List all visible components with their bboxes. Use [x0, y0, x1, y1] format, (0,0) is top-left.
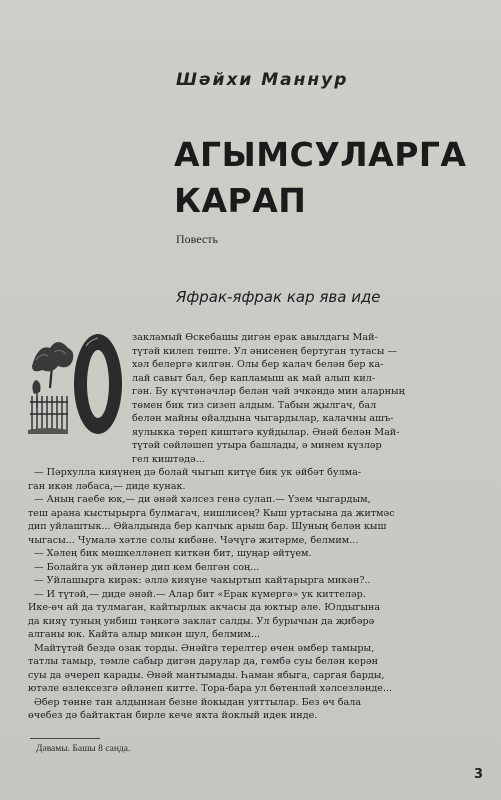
epigraph: Яфрак-яфрак кар ява иде [176, 288, 381, 306]
text-line: ютәле өзлексезгә әйләнеп китте. Тора-бара ул бөтенләй хәлсезләнде... [28, 683, 393, 694]
text-line: — Болайга ук әйләнер дип кем белгән соң... [34, 561, 260, 573]
text-line: түтәй сөйләшеп утыра башлады, ә минем күзләр [132, 440, 382, 451]
text-line: яулыкка төреп киштәгә куйдылар. Әнәй белән Май- [132, 426, 400, 438]
text-line: татлы тамыр, тәмле сабыр дигән дарулар да, гөмбә суы белән керән [28, 656, 379, 667]
text-line: өчебез дә байтактан бирле кече якта йоклый идек инде. [28, 710, 318, 721]
title-line-2: КАРАП [174, 181, 307, 220]
text-line: белән майны өйалдына чыгардылар, калачны ашъ- [132, 413, 394, 424]
text-line: да кияү туның унбиш тәңкәгә заклат салды. Ул бурычын да җибәрә [28, 615, 375, 627]
text-line: — И түтәй,— диде әнәй.— Алар бит «Ерак күмергә» ук киттеләр. [34, 588, 366, 600]
text-line: — Пәрхулла кияүнең дә болай чыгып китүе бик ук әйбәт булма- [34, 467, 362, 478]
text-line: Ике-өч ай да тулмаган, кайтырлык акчасы да юктыр әле. Юлдыгына [28, 602, 381, 613]
text-line: — Хәлең бик мөшкелләнеп киткән бит, шуңар әйтүем. [34, 548, 312, 559]
text-line: — Аның гаебе юк,— ди әнәй хәлсез генә сулап.— Үзем чыгардым, [34, 494, 371, 505]
drop-cap-illustration [28, 326, 128, 438]
genre-label: Повесть [176, 232, 218, 246]
text-line: гел киштәдә... [132, 453, 205, 465]
footnote: Дәвамы. Башы 8 санда. [36, 744, 131, 754]
text-line: түтәй килеп төште. Ул әнисенең бертуган тутасы — [132, 345, 398, 357]
text-line: Әбер төнне тан алдыннан безне йокыдан уяттылар. Без өч бала [34, 696, 362, 708]
text-line: ган икән ләбаса,— диде кунак. [28, 480, 186, 492]
text-line: лай савыт бал, бер капламыш ак май алып кил- [132, 372, 376, 384]
text-line: закламый Өскебашы дигән ерак авылдагы Май- [132, 332, 378, 343]
text-line: дип уйлаштык... Өйалдында бер капчык арыш бар. Шуның белән кыш [28, 521, 387, 532]
fence-icon [30, 396, 68, 430]
title-line-1: АГЫМСУЛАРГА [174, 135, 467, 174]
text-line: теш арана кыстырырга булмагач, нишлисең? Кыш уртасына да житмәс [28, 507, 395, 519]
text-line: Майтүтәй бездә озак торды. Әнәйгә терелтер өчен әмбер тамыры, [34, 642, 375, 654]
text-line: гән. Бу күчтәнәчләр белән чәй эчкәндә мин аларның [132, 386, 405, 397]
drop-cap-letter [74, 334, 122, 434]
text-line: суы да әчереп карады. Әнәй мантымады. Һаман ябыга, саргая барды, [28, 669, 385, 681]
footnote-divider [30, 738, 100, 739]
text-line: — Уйлашырга кирәк: әллә кияүне чакыртып кайтарырга микән?.. [34, 575, 371, 586]
author-name: Шәйхи Маннур [176, 70, 349, 90]
text-line: чыгасы... Чумалә хәтле солы кибәне. Чәчүгә житәрме, белмим... [28, 534, 359, 546]
text-line: алганы юк. Кайта алыр микән шул, белмим... [28, 629, 261, 640]
story-title [174, 132, 474, 224]
text-line: хәл белергә килгән. Олы бер калач белән бер ка- [132, 359, 384, 370]
tree-icon [32, 342, 73, 388]
page-number: 3 [474, 767, 484, 782]
text-line: төмен бик тиз сизеп алдым. Табын җылгач, бал [132, 399, 377, 411]
